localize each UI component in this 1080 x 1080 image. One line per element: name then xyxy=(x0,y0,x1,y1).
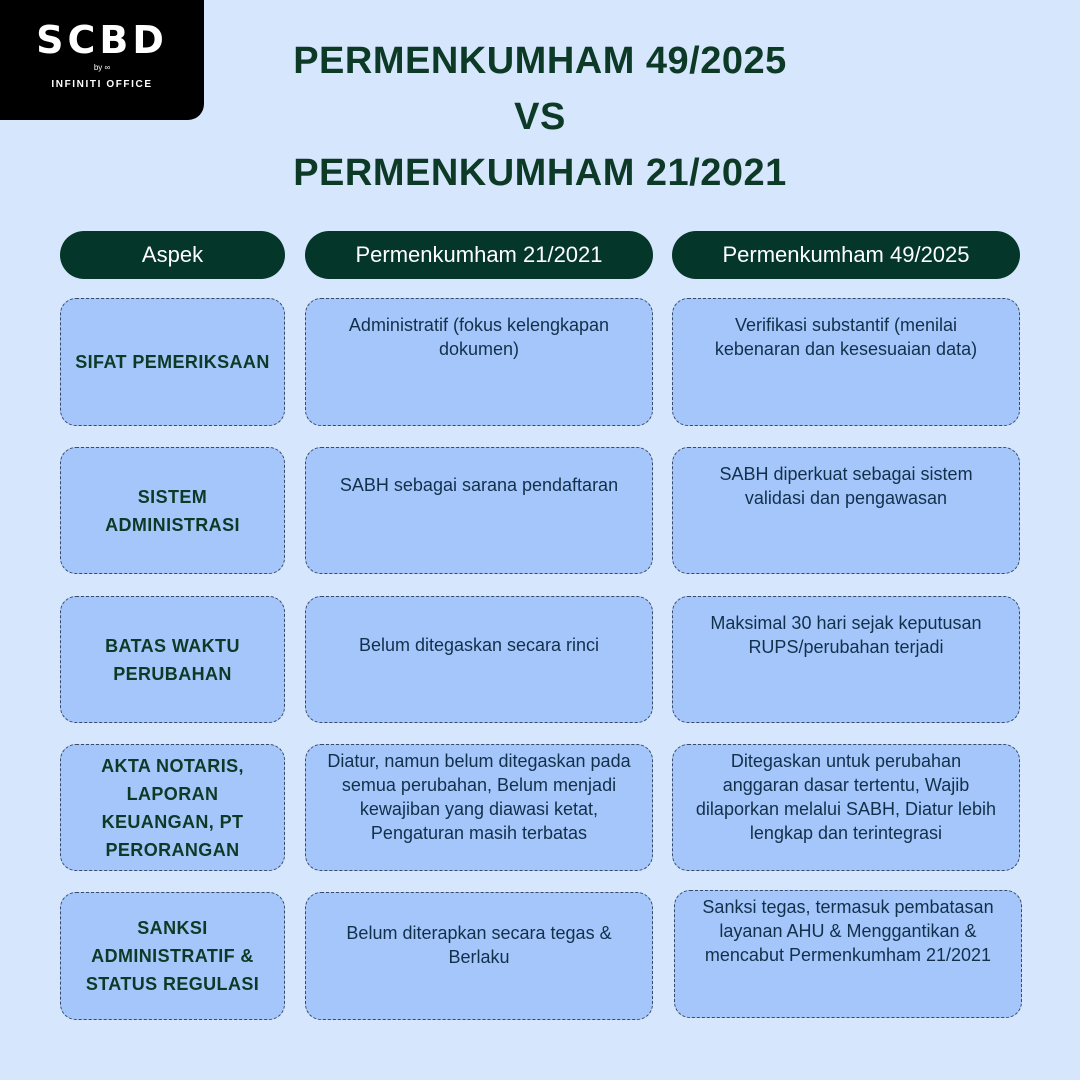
cell-2025-akta-notaris: Ditegaskan untuk perubahan anggaran dasar tertentu, Wajib dilaporkan melalui SABH, Diatur lebih lengkap dan terintegrasi xyxy=(672,744,1020,871)
header-permenkumham-2025: Permenkumham 49/2025 xyxy=(672,231,1020,279)
logo-by-text: by ∞ xyxy=(93,63,111,72)
cell-2021-akta-notaris: Diatur, namun belum ditegaskan pada semua perubahan, Belum menjadi kewajiban yang diawasi ketat, Pengaturan masih terbatas xyxy=(305,744,653,871)
aspect-akta-notaris: AKTA NOTARIS, LAPORAN KEUANGAN, PT PERORANGAN xyxy=(60,744,285,871)
aspect-sistem-administrasi: SISTEM ADMINISTRASI xyxy=(60,447,285,574)
aspect-sifat-pemeriksaan: SIFAT PEMERIKSAAN xyxy=(60,298,285,426)
logo-wordmark: SCBD xyxy=(36,18,168,62)
scbd-logo xyxy=(0,0,204,120)
title-line-1: PERMENKUMHAM 49/2025 xyxy=(293,40,787,82)
cell-2021-sanksi: Belum diterapkan secara tegas & Berlaku xyxy=(305,892,653,1020)
aspect-batas-waktu-perubahan: BATAS WAKTU PERUBAHAN xyxy=(60,596,285,723)
cell-2025-sistem-administrasi: SABH diperkuat sebagai sistem validasi dan pengawasan xyxy=(672,447,1020,574)
cell-2025-sanksi: Sanksi tegas, termasuk pembatasan layanan AHU & Menggantikan & mencabut Permenkumham 21/2021 xyxy=(674,890,1022,1018)
logo-subtitle: INFINITI OFFICE xyxy=(51,79,153,90)
header-aspek: Aspek xyxy=(60,231,285,279)
header-permenkumham-2021: Permenkumham 21/2021 xyxy=(305,231,653,279)
aspect-sanksi-administratif: SANKSI ADMINISTRATIF & STATUS REGULASI xyxy=(60,892,285,1020)
cell-2021-sifat-pemeriksaan: Administratif (fokus kelengkapan dokumen) xyxy=(305,298,653,426)
title-line-3: PERMENKUMHAM 21/2021 xyxy=(293,152,787,194)
cell-2025-batas-waktu: Maksimal 30 hari sejak keputusan RUPS/perubahan terjadi xyxy=(672,596,1020,723)
cell-2025-sifat-pemeriksaan: Verifikasi substantif (menilai kebenaran dan kesesuaian data) xyxy=(672,298,1020,426)
title-line-2: VS xyxy=(514,96,566,138)
cell-2021-batas-waktu: Belum ditegaskan secara rinci xyxy=(305,596,653,723)
cell-2021-sistem-administrasi: SABH sebagai sarana pendaftaran xyxy=(305,447,653,574)
